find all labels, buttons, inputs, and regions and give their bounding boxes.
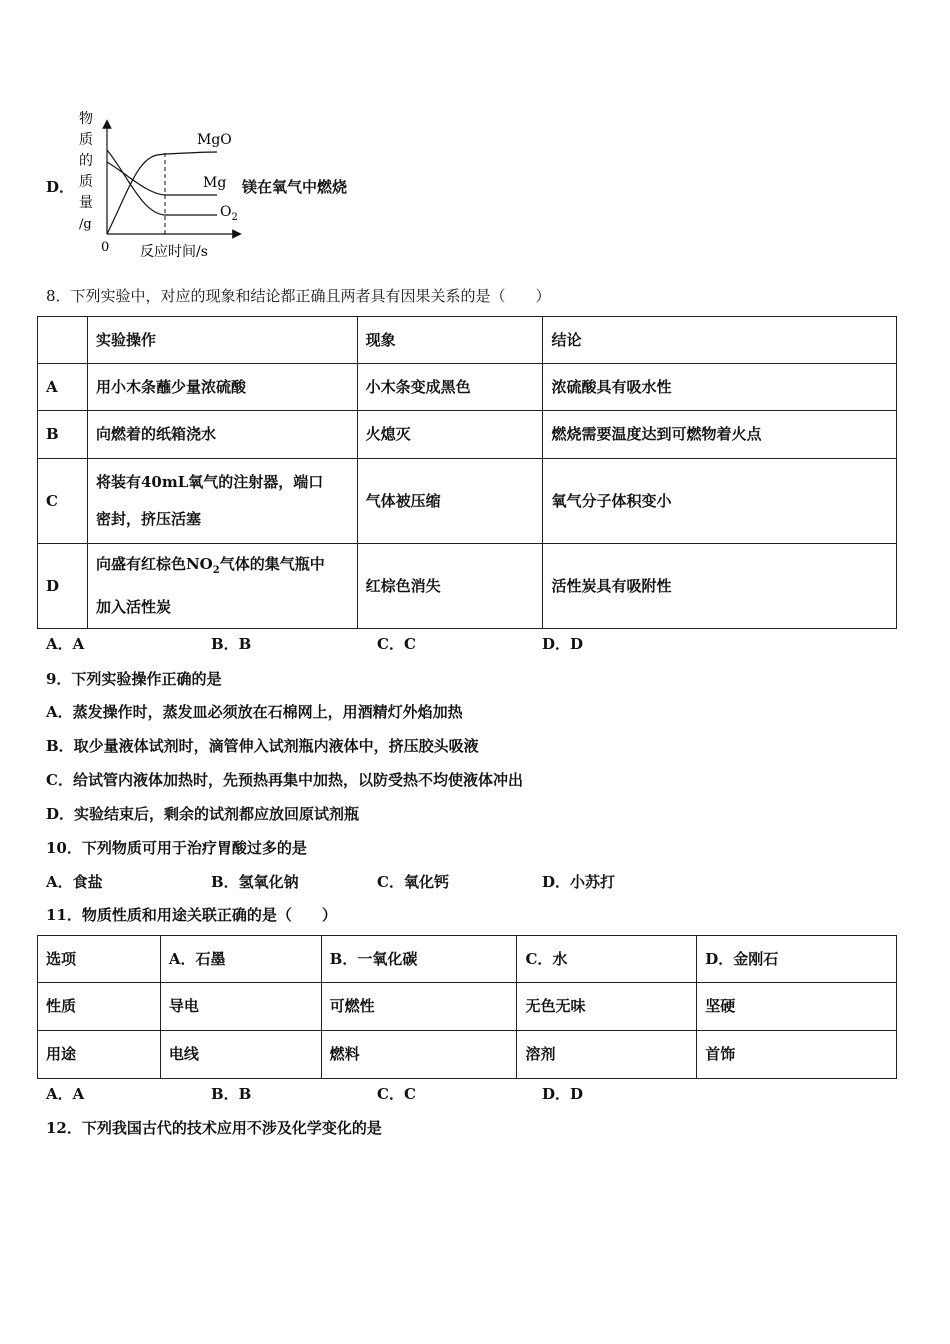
- row-phenomenon: 红棕色消失: [357, 544, 543, 629]
- table-row: [38, 459, 897, 544]
- table-cell: 用途: [38, 1031, 161, 1079]
- table-cell: 可燃性: [321, 983, 517, 1031]
- table-row: [38, 1031, 897, 1079]
- q10-option-d[interactable]: D．小苏打: [542, 873, 616, 891]
- row-phenomenon: 火熄灭: [357, 411, 543, 459]
- series-mgo-label: MgO: [197, 132, 232, 148]
- q8-option-a[interactable]: A．A: [46, 635, 85, 653]
- chart-ylabel-char: /g: [79, 217, 92, 232]
- series-mg-line: [107, 162, 217, 195]
- q11-option-b[interactable]: B．B: [211, 1085, 252, 1103]
- table-row: [38, 983, 897, 1031]
- chart-ylabel-char: 物: [79, 111, 93, 127]
- table-cell: 无色无味: [517, 983, 697, 1031]
- row-phenomenon: 小木条变成黑色: [357, 364, 543, 411]
- table-header-cell: 结论: [543, 317, 897, 364]
- row-operation: [87, 544, 357, 629]
- row-label: C: [38, 459, 88, 544]
- q8-table: [37, 316, 897, 629]
- row-conclusion: 氧气分子体积变小: [543, 459, 897, 544]
- q9-stem: 9．下列实验操作正确的是: [46, 670, 222, 688]
- q11-table: [37, 935, 897, 1079]
- table-header-cell: 实验操作: [87, 317, 357, 364]
- row-operation: 向燃着的纸箱浇水: [87, 411, 357, 459]
- row-operation-line: 加入活性炭: [95, 598, 171, 616]
- table-cell: 电线: [160, 1031, 321, 1079]
- table-cell: 性质: [38, 983, 161, 1031]
- row-label: B: [38, 411, 88, 459]
- series-mg-label: Mg: [203, 175, 227, 191]
- q8-option-c[interactable]: C．C: [377, 635, 416, 653]
- row-operation-line: 将装有40mL氧气的注射器，端口: [95, 473, 324, 491]
- table-row: [38, 364, 897, 411]
- series-o2-label: $O_2$: [220, 204, 238, 223]
- table-cell: 燃料: [321, 1031, 517, 1079]
- row-conclusion: 活性炭具有吸附性: [543, 544, 897, 629]
- table-cell: 首饰: [697, 1031, 897, 1079]
- q10-option-c[interactable]: C．氧化钙: [377, 873, 449, 891]
- chart-ylabel-char: 质: [79, 132, 93, 148]
- chart-x-label: 反应时间/s: [140, 244, 208, 260]
- q8-table-header-row: [38, 317, 897, 364]
- q11-stem: 11．物质性质和用途关联正确的是（ ）: [46, 906, 337, 924]
- chart-ylabel-char: 质: [79, 174, 93, 190]
- q10-option-b[interactable]: B．氢氧化钠: [211, 873, 299, 891]
- q10-option-a[interactable]: A．食盐: [46, 873, 103, 891]
- row-operation: 用小木条蘸少量浓硫酸: [87, 364, 357, 411]
- row-phenomenon: 气体被压缩: [357, 459, 543, 544]
- chart-ylabel-char: 的: [79, 153, 93, 169]
- q11-option-c[interactable]: C．C: [377, 1085, 416, 1103]
- table-cell: 溶剂: [517, 1031, 697, 1079]
- table-header-cell: [38, 317, 88, 364]
- row-label: A: [38, 364, 88, 411]
- q9-option-c[interactable]: C．给试管内液体加热时，先预热再集中加热，以防受热不均使液体冲出: [46, 771, 523, 789]
- q11-option-a[interactable]: A．A: [46, 1085, 85, 1103]
- table-cell: A．石墨: [160, 936, 321, 983]
- q7-option-d-label: D．: [46, 178, 75, 196]
- chart-origin: 0: [101, 240, 110, 255]
- table-row: [38, 936, 897, 983]
- table-cell: 导电: [160, 983, 321, 1031]
- table-cell: 坚硬: [697, 983, 897, 1031]
- table-cell: D．金刚石: [697, 936, 897, 983]
- q8-stem: 8．下列实验中，对应的现象和结论都正确且两者具有因果关系的是（ ）: [46, 287, 551, 305]
- table-cell: 选项: [38, 936, 161, 983]
- row-operation-line: 密封，挤压活塞: [95, 510, 201, 528]
- row-conclusion: 燃烧需要温度达到可燃物着火点: [543, 411, 897, 459]
- q9-option-d[interactable]: D．实验结束后，剩余的试剂都应放回原试剂瓶: [46, 805, 360, 823]
- row-label: D: [38, 544, 88, 629]
- table-row: [38, 544, 897, 629]
- row-operation-line: 向盛有红棕色$NO_2$气体的集气瓶中: [95, 555, 325, 576]
- q7-option-d-caption: 镁在氧气中燃烧: [242, 178, 348, 196]
- row-conclusion: 浓硫酸具有吸水性: [543, 364, 897, 411]
- q12-stem: 12．下列我国古代的技术应用不涉及化学变化的是: [46, 1119, 382, 1137]
- q9-option-a[interactable]: A．蒸发操作时，蒸发皿必须放在石棉网上，用酒精灯外焰加热: [46, 703, 463, 721]
- table-row: [38, 411, 897, 459]
- table-header-cell: 现象: [357, 317, 543, 364]
- table-cell: B．一氧化碳: [321, 936, 517, 983]
- chart-ylabel-char: 量: [79, 195, 93, 211]
- table-cell: C．水: [517, 936, 697, 983]
- row-operation: [87, 459, 357, 544]
- q9-option-b[interactable]: B．取少量液体试剂时，滴管伸入试剂瓶内液体中，挤压胶头吸液: [46, 737, 479, 755]
- series-mgo-line: [107, 152, 217, 234]
- series-o2-line: [107, 150, 217, 215]
- q10-stem: 10．下列物质可用于治疗胃酸过多的是: [46, 839, 307, 857]
- q8-option-b[interactable]: B．B: [211, 635, 252, 653]
- q11-option-d[interactable]: D．D: [542, 1085, 584, 1103]
- q8-option-d[interactable]: D．D: [542, 635, 584, 653]
